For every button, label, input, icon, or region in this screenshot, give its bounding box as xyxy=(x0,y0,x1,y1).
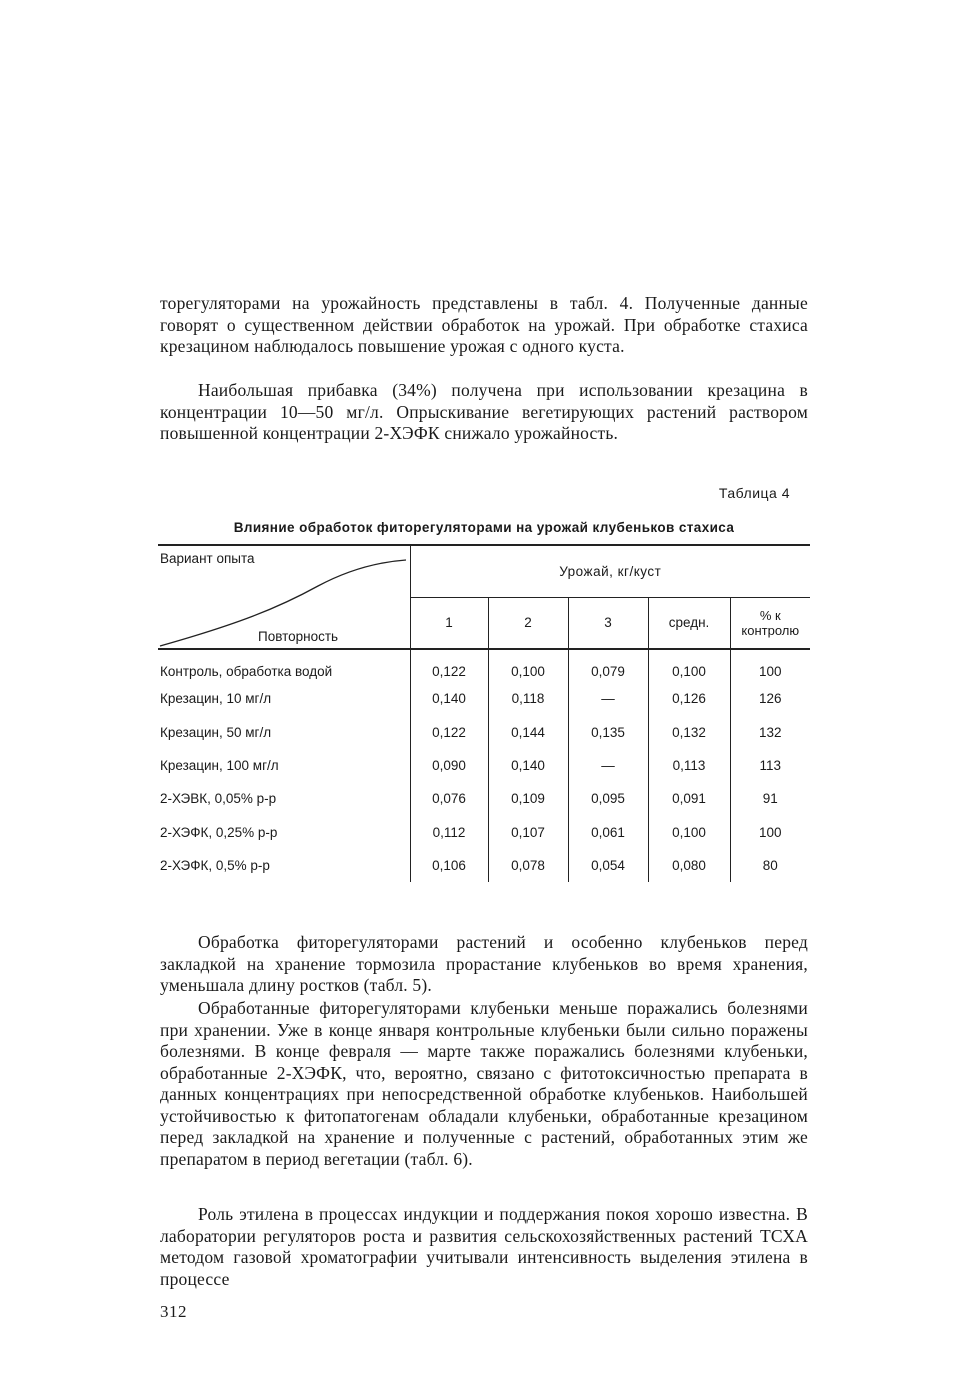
col-header-mean: средн. xyxy=(648,597,730,649)
group-header: Урожай, кг/куст xyxy=(410,545,810,597)
page-number: 312 xyxy=(160,1302,187,1321)
table-label: Таблица 4 xyxy=(718,485,790,501)
table-cell: 91 xyxy=(762,791,778,807)
table-cell: 0,126 xyxy=(648,682,730,715)
table-row xyxy=(158,649,810,682)
table-cell: 0,112 xyxy=(410,815,488,848)
table-row xyxy=(158,749,810,782)
table-cell: 100 xyxy=(758,824,782,840)
table-cell: 80 xyxy=(762,857,778,873)
table-cell: 0,080 xyxy=(648,849,730,882)
table-cell: 0,140 xyxy=(488,749,568,782)
row-label: 2-ХЭФК, 0,5% р-р xyxy=(158,849,410,882)
row-label: 2-ХЭВК, 0,05% р-р xyxy=(158,782,410,815)
table-cell: 0,054 xyxy=(568,849,648,882)
row-label: Крезацин, 100 мг/л xyxy=(158,749,410,782)
col-header-1: 1 xyxy=(410,597,488,649)
table-cell: 0,076 xyxy=(410,782,488,815)
paragraph-bottom-2: Обработанные фиторегуляторами клубеньки меньше поражались болезнями при хранении. Уже в конце января контрольные клубеньки были сильно поражены болезнями. В конце февраля — марте также поражались болезнями клубеньки, обработанные 2-ХЭФК, что, вероятно, связано с фитотоксичностью препарата в данных концентрациях при непосредственной обработке клубеньков. Наибольшей устойчивостью к фитопатогенам обладали клубеньки, обработанные крезацином перед закладкой на хранение и полученные с растений, обработанных этим же препаратом в период вегетации (табл. 6). xyxy=(160,998,808,1169)
paragraph-bottom-1: Обработка фиторегуляторами растений и особенно клубеньков перед закладкой на хранение тормозила прорастание клубеньков во время хранения, уменьшала длину ростков (табл. 5). xyxy=(160,932,808,995)
table-cell: 0,100 xyxy=(648,649,730,682)
table-cell: 0,122 xyxy=(410,716,488,749)
corner-bottom-label: Повторность xyxy=(258,629,339,644)
table-cell: 0,140 xyxy=(410,682,488,715)
table-cell: 0,132 xyxy=(648,716,730,749)
table-cell: 0,100 xyxy=(488,649,568,682)
row-label: 2-ХЭФК, 0,25% р-р xyxy=(158,815,410,848)
table-row xyxy=(158,815,810,848)
table-cell: 0,113 xyxy=(648,749,730,782)
table-row xyxy=(158,716,810,749)
table-title: Влияние обработок фиторегуляторами на урожай клубеньков стахиса xyxy=(233,520,735,535)
table-cell: 100 xyxy=(758,663,782,679)
table-cell: — xyxy=(568,749,648,782)
table-cell: 0,109 xyxy=(488,782,568,815)
table-cell: 0,079 xyxy=(568,649,648,682)
table-cell: 0,090 xyxy=(410,749,488,782)
table-cell: 0,144 xyxy=(488,716,568,749)
corner-top-label: Вариант опыта xyxy=(160,551,255,566)
corner-header xyxy=(158,545,410,649)
col-header-percent: % к контролю xyxy=(730,597,810,649)
paragraph-top-2: Наибольшая прибавка (34%) получена при использовании крезацина в концентрации 10—50 мг/л. Опрыскивание вегетирующих растений раствором повышенной концентрации 2-ХЭФК снижало урожайность. xyxy=(160,380,808,443)
paragraph-top-1: торегуляторами на урожайность представлены в табл. 4. Полученные данные говорят о существенном действии обработок на урожай. При обработке стахиса крезацином наблюдалось повышение урожая с одного куста. xyxy=(160,293,808,356)
col-header-3: 3 xyxy=(568,597,648,649)
table-cell: 126 xyxy=(758,691,782,707)
yield-table xyxy=(158,544,810,882)
table-row xyxy=(158,849,810,882)
table-cell: 0,118 xyxy=(488,682,568,715)
table-cell: 0,091 xyxy=(648,782,730,815)
table-cell: 0,100 xyxy=(648,815,730,848)
table-cell: 132 xyxy=(758,724,782,740)
table-row xyxy=(158,682,810,715)
table-cell: 113 xyxy=(759,758,782,774)
row-label: Контроль, обработка водой xyxy=(158,649,410,682)
table-cell: 0,106 xyxy=(410,849,488,882)
table-cell: 0,122 xyxy=(410,649,488,682)
table-row xyxy=(158,782,810,815)
table-cell: 0,135 xyxy=(568,716,648,749)
row-label: Крезацин, 10 мг/л xyxy=(158,682,410,715)
table-cell: — xyxy=(568,682,648,715)
table-cell: 0,061 xyxy=(568,815,648,848)
row-label: Крезацин, 50 мг/л xyxy=(158,716,410,749)
table-cell: 0,095 xyxy=(568,782,648,815)
col-header-2: 2 xyxy=(488,597,568,649)
table-cell: 0,107 xyxy=(488,815,568,848)
paragraph-bottom-3: Роль этилена в процессах индукции и поддержания покоя хорошо известна. В лаборатории регуляторов роста и развития сельскохозяйственных растений ТСХА методом газовой хроматографии учитывали интенсивность выделения этилена в процессе xyxy=(160,1204,808,1289)
table-cell: 0,078 xyxy=(488,849,568,882)
